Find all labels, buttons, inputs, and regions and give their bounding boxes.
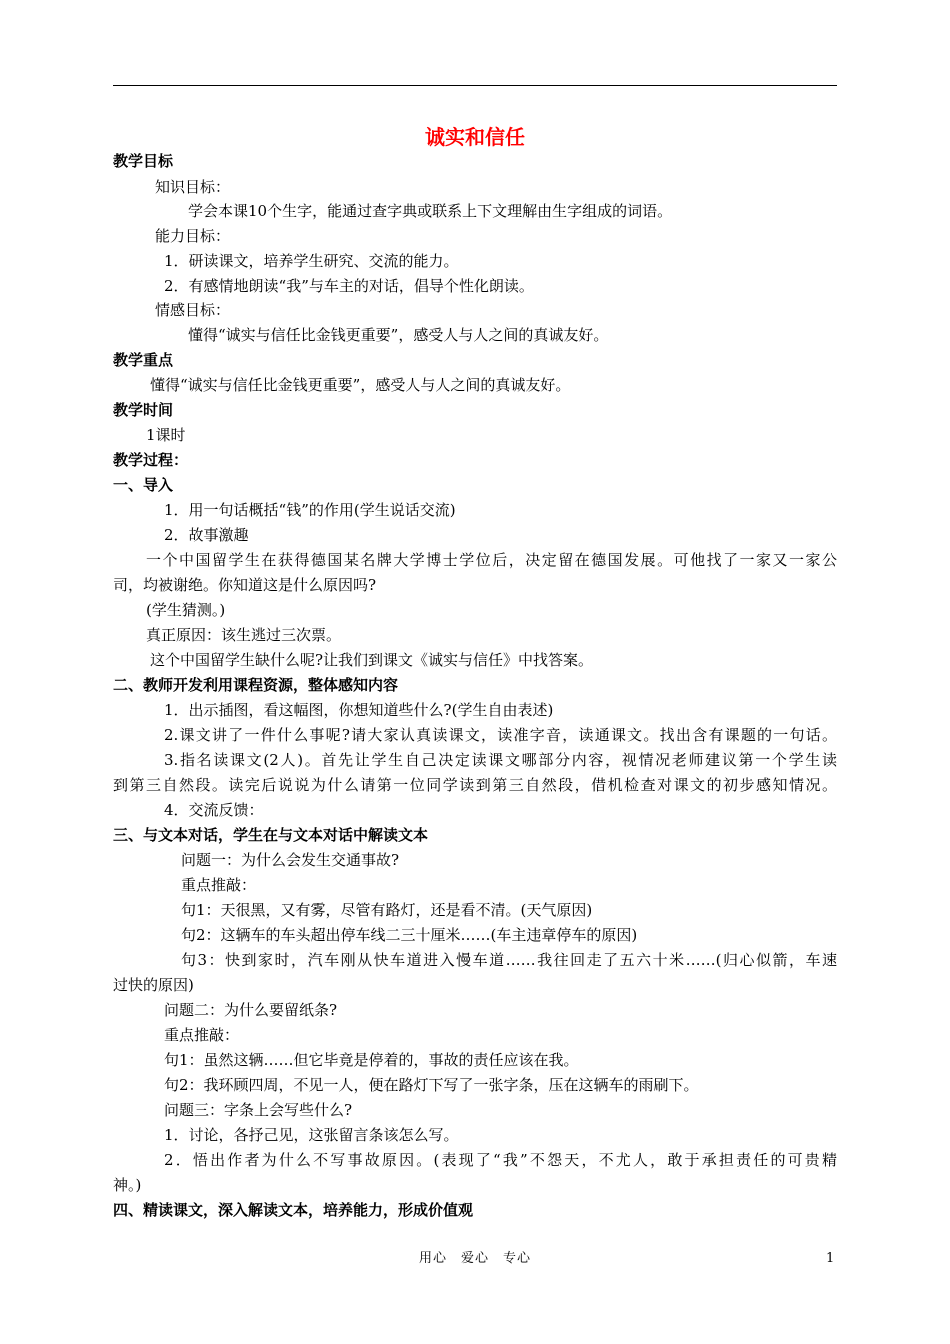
text-line: 1．研读课文，培养学生研究、交流的能力。 — [164, 252, 459, 270]
text-line: 4．交流反馈： — [164, 801, 264, 819]
text-line: 2．悟出作者为什么不写事故原因。(表现了“我”不怨天，不尤人，敢于承担责任的可贵精 — [164, 1151, 837, 1169]
text-line: 过快的原因) — [113, 976, 194, 994]
page-number: 1 — [826, 1251, 835, 1266]
text-line: 1．用一句话概括“钱”的作用(学生说话交流) — [164, 501, 456, 519]
text-line: 懂得“诚实与信任比金钱更重要”，感受人与人之间的真诚友好。 — [188, 326, 609, 344]
text-line: 能力目标： — [155, 227, 231, 245]
text-line: 问题二：为什么要留纸条? — [164, 1001, 338, 1019]
text-line: 句1：天很黑，又有雾，尽管有路灯，还是看不清。(天气原因) — [181, 901, 593, 919]
text-line: 神。) — [113, 1176, 142, 1194]
text-line: 重点推敲： — [181, 876, 257, 894]
text-line: 句1：虽然这辆……但它毕竟是停着的，事故的责任应该在我。 — [164, 1051, 579, 1069]
heading-teaching-process: 教学过程： — [113, 451, 189, 469]
text-line: 句2：我环顾四周，不见一人，便在路灯下写了一张字条，压在这辆车的雨刷下。 — [164, 1076, 699, 1094]
section-heading-1: 一、导入 — [113, 476, 174, 494]
text-line: 情感目标： — [155, 301, 231, 319]
text-line: 一个中国留学生在获得德国某名牌大学博士学位后，决定留在德国发展。可他找了一家又一家公 — [146, 551, 837, 569]
text-line: 问题一：为什么会发生交通事故? — [181, 851, 400, 869]
text-line: 1．出示插图，看这幅图，你想知道些什么?(学生自由表述) — [164, 701, 554, 719]
heading-teaching-time: 教学时间 — [113, 401, 174, 419]
text-line: 重点推敲： — [164, 1026, 240, 1044]
text-line: 3.指名读课文(2人)。首先让学生自己决定读课文哪部分内容，视情况老师建议第一个学生读 — [164, 751, 837, 769]
text-line: 知识目标： — [155, 178, 231, 196]
text-line: 2．故事激趣 — [164, 526, 249, 544]
heading-key-points: 教学重点 — [113, 351, 174, 369]
header-rule — [113, 85, 837, 86]
text-line: 学会本课10个生字，能通过查字典或联系上下文理解由生字组成的词语。 — [188, 202, 673, 220]
text-line: 1．讨论，各抒己见，这张留言条该怎么写。 — [164, 1126, 459, 1144]
text-line: 到第三自然段。读完后说说为什么请第一位同学读到第三自然段，借机检查对课文的初步感知情况。 — [113, 776, 837, 794]
text-line: 2．有感情地朗读“我”与车主的对话，倡导个性化朗读。 — [164, 277, 534, 295]
text-line: 1课时 — [146, 426, 186, 444]
text-line: 司，均被谢绝。你知道这是什么原因吗? — [113, 576, 377, 594]
heading-teaching-goals: 教学目标 — [113, 152, 174, 170]
text-line: 真正原因：该生逃过三次票。 — [146, 626, 342, 644]
document-title: 诚实和信任 — [425, 125, 525, 149]
section-heading-3: 三、与文本对话，学生在与文本对话中解读文本 — [113, 826, 429, 844]
text-line: 2.课文讲了一件什么事呢?请大家认真读课文，读准字音，读通课文。找出含有课题的一句话。 — [164, 726, 837, 744]
text-line: 问题三：字条上会写些什么? — [164, 1101, 353, 1119]
page-footer: 用心 爱心 专心 — [418, 1251, 531, 1266]
text-line: 句3：快到家时，汽车刚从快车道进入慢车道……我往回走了五六十米……(归心似箭，车速 — [181, 951, 837, 969]
text-line: 这个中国留学生缺什么呢?让我们到课文《诚实与信任》中找答案。 — [150, 651, 594, 669]
text-line: 懂得“诚实与信任比金钱更重要”，感受人与人之间的真诚友好。 — [150, 376, 571, 394]
text-line: 句2：这辆车的车头超出停车线二三十厘米……(车主违章停车的原因) — [181, 926, 638, 944]
section-heading-4: 四、精读课文，深入解读文本，培养能力，形成价值观 — [113, 1201, 474, 1219]
text-line: (学生猜测。) — [146, 601, 226, 619]
section-heading-2: 二、教师开发利用课程资源，整体感知内容 — [113, 676, 399, 694]
